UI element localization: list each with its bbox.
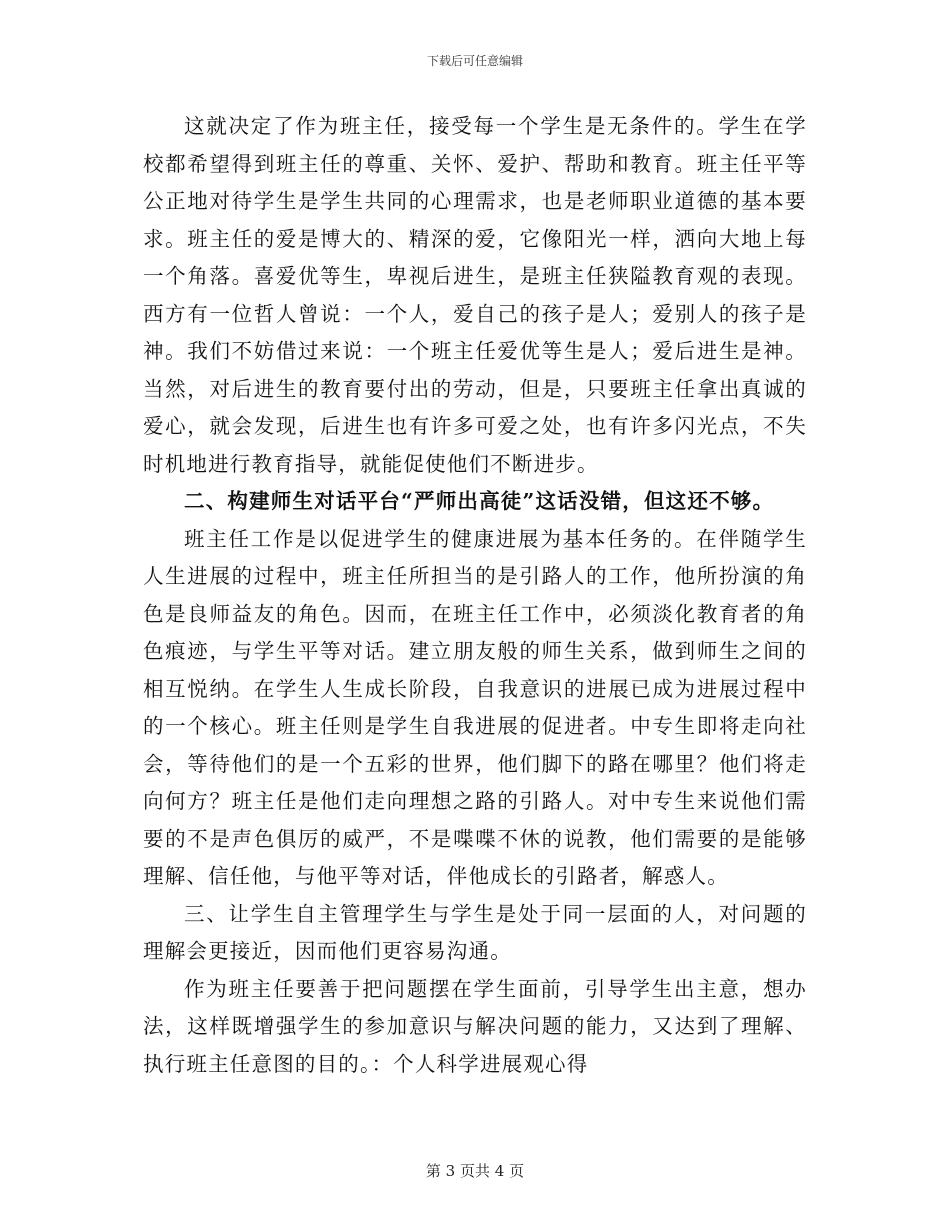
- section-heading-2: 二、构建师生对话平台“严师出高徒”这话没错，但这还不够。: [184, 489, 775, 513]
- paragraph-2: 班主任工作是以促进学生的健康进展为基本任务的。在伴随学生人生进展的过程中，班主任所担当的是引路人的工作，他所扮演的角色是良师益友的角色。因而，在班主任工作中，必须淡化教育者的角色痕迹，与学生平等对话。建立朋友般的师生关系，做到师生之间的相互悦纳。在学生人生成长阶段，自我意识的进展已成为进展过程中的一个核心。班主任则是学生自我进展的促进者。中专生即将走向社会，等待他们的是一个五彩的世界，他们脚下的路在哪里？他们将走向何方？班主任是他们走向理想之路的引路人。对中专生来说他们需要的不是声色俱厉的威严，不是喋喋不休的说教，他们需要的是能够理解、信任他，与他平等对话，伴他成长的引路者，解惑人。: [143, 526, 807, 888]
- paragraph-1: 这就决定了作为班主任，接受每一个学生是无条件的。学生在学校都希望得到班主任的尊重、关怀、爱护、帮助和教育。班主任平等公正地对待学生是学生共同的心理需求，也是老师职业道德的基本要求。班主任的爱是博大的、精深的爱，它像阳光一样，洒向大地上每一个角落。喜爱优等生，卑视后进生，是班主任狭隘教育观的表现。西方有一位哲人曾说：一个人，爱自己的孩子是人；爱别人的孩子是神。我们不妨借过来说：一个班主任爱优等生是人；爱后进生是神。当然，对后进生的教育要付出的劳动，但是，只要班主任拿出真诚的爱心，就会发现，后进生也有许多可爱之处，也有许多闪光点，不失时机地进行教育指导，就能促使他们不断进步。: [143, 114, 807, 476]
- document-body: [143, 108, 807, 1083]
- page-header: 下载后可任意编辑: [426, 54, 523, 68]
- paragraph-3: 作为班主任要善于把问题摆在学生面前，引导学生出主意，想办法，这样既增强学生的参加意识与解决问题的能力，又达到了理解、执行班主任意图的目的。：个人科学进展观心得: [143, 976, 807, 1076]
- section-heading-3: 三、让学生自主管理学生与学生是处于同一层面的人，对问题的理解会更接近，因而他们更容易沟通。: [143, 901, 807, 963]
- page-number: 第 3 页共 4 页: [425, 1162, 525, 1180]
